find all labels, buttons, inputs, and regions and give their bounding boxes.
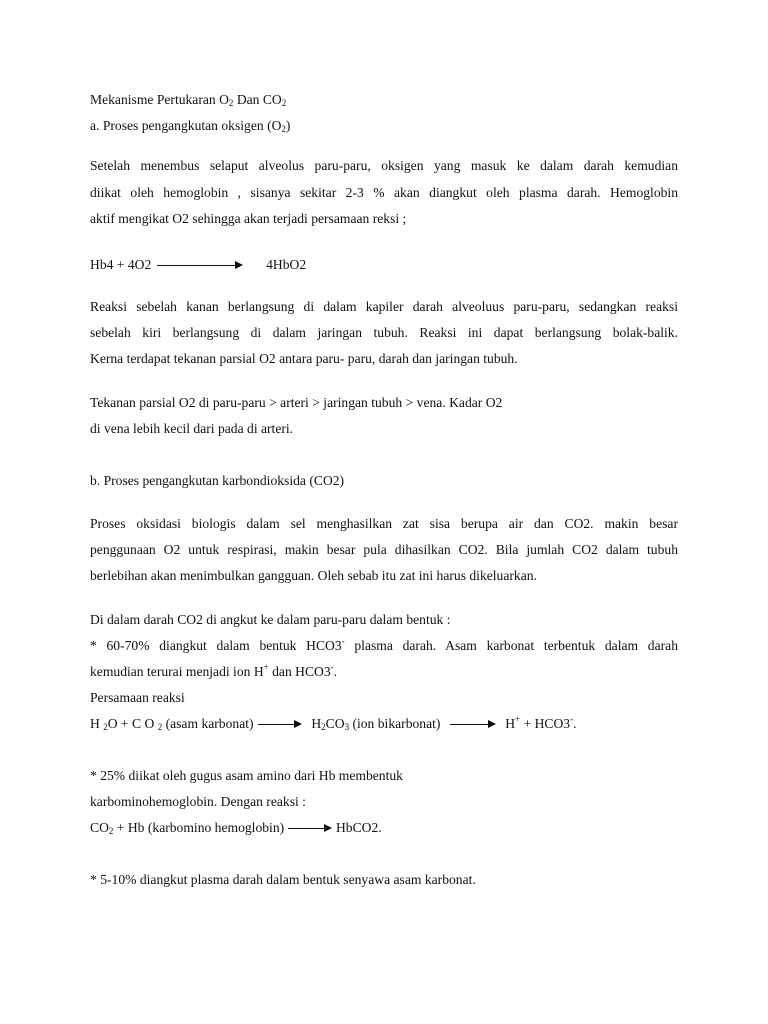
paragraph-line: karbominohemoglobin. Dengan reaksi : bbox=[90, 794, 306, 809]
paragraph-line: diikat oleh hemoglobin , sisanya sekitar 2-3 % akan diangkut oleh plasma darah. Hemoglobin bbox=[90, 185, 678, 200]
paragraph-line: penggunaan O2 untuk respirasi, makin besar pula dihasilkan CO2. Bila jumlah CO2 dalam tubuh bbox=[90, 542, 678, 557]
equation-carbonic-acid: H $_2$O + C O $_2$ (asam karbonat) $H_2CO_3$ (ion bikarbonat) H+ + HCO3-. bbox=[90, 714, 577, 732]
list-item-hco3: * 60-70% diangkut dalam bentuk HCO3- plasma darah. Asam karbonat terbentuk dalam darah bbox=[90, 636, 678, 653]
paragraph-line: * 5-10% diangkut plasma darah dalam bentuk senyawa asam karbonat. bbox=[90, 872, 476, 887]
reaction-arrow-icon bbox=[288, 824, 332, 834]
section-b-heading: b. Proses pengangkutan karbondioksida (CO2) bbox=[90, 473, 345, 488]
paragraph-line: Reaksi sebelah kanan berlangsung di dalam kapiler darah alveoluus paru-paru, sedangkan reaksi bbox=[90, 299, 678, 314]
paragraph-line: Kerna terdapat tekanan parsial O2 antara paru- paru, darah dan jaringan tubuh. bbox=[90, 351, 518, 366]
reaction-arrow-icon bbox=[258, 720, 302, 730]
equation-label: Persamaan reaksi bbox=[90, 690, 185, 705]
paragraph-line: aktif mengikat O2 sehingga akan terjadi persamaan reksi ; bbox=[90, 211, 407, 226]
paragraph-line: di vena lebih kecil dari pada di arteri. bbox=[90, 421, 294, 436]
equation-right: 4HbO2 bbox=[266, 257, 307, 272]
paragraph-line: Proses oksidasi biologis dalam sel menghasilkan zat sisa berupa air dan CO2. makin besar bbox=[90, 516, 678, 531]
equation-carbamino: $CO_2 + Hb$ (karbomino hemoglobin) HbCO2. bbox=[90, 820, 382, 836]
list-item-continuation: kemudian terurai menjadi ion H+ dan HCO3-. bbox=[90, 662, 338, 679]
paragraph-line: Setelah menembus selaput alveolus paru-paru, oksigen yang masuk ke dalam darah kemudian bbox=[90, 158, 678, 173]
equation-hemoglobin bbox=[90, 256, 306, 274]
paragraph-line: * 25% diikat oleh gugus asam amino dari Hb membentuk bbox=[90, 768, 403, 783]
reaction-arrow-icon bbox=[450, 720, 496, 730]
reaction-arrow-icon bbox=[157, 261, 243, 271]
paragraph-line: berlebihan akan menimbulkan gangguan. Oleh sebab itu zat ini harus dikeluarkan. bbox=[90, 568, 537, 583]
document-title: Mekanisme Pertukaran $O_2$ Dan $CO_2$ bbox=[90, 92, 287, 108]
paragraph-line: Di dalam darah CO2 di angkut ke dalam paru-paru dalam bentuk : bbox=[90, 612, 451, 627]
paragraph-line: Tekanan parsial O2 di paru-paru > arteri > jaringan tubuh > vena. Kadar O2 bbox=[90, 395, 503, 410]
section-a-heading: a. Proses pengangkutan oksigen $(O_2)$ bbox=[90, 118, 291, 134]
equation-left: Hb4 + 4O2 bbox=[90, 257, 152, 272]
paragraph-line: sebelah kiri berlangsung di dalam jaringan tubuh. Reaksi ini dapat berlangsung bolak-balik. bbox=[90, 325, 678, 340]
